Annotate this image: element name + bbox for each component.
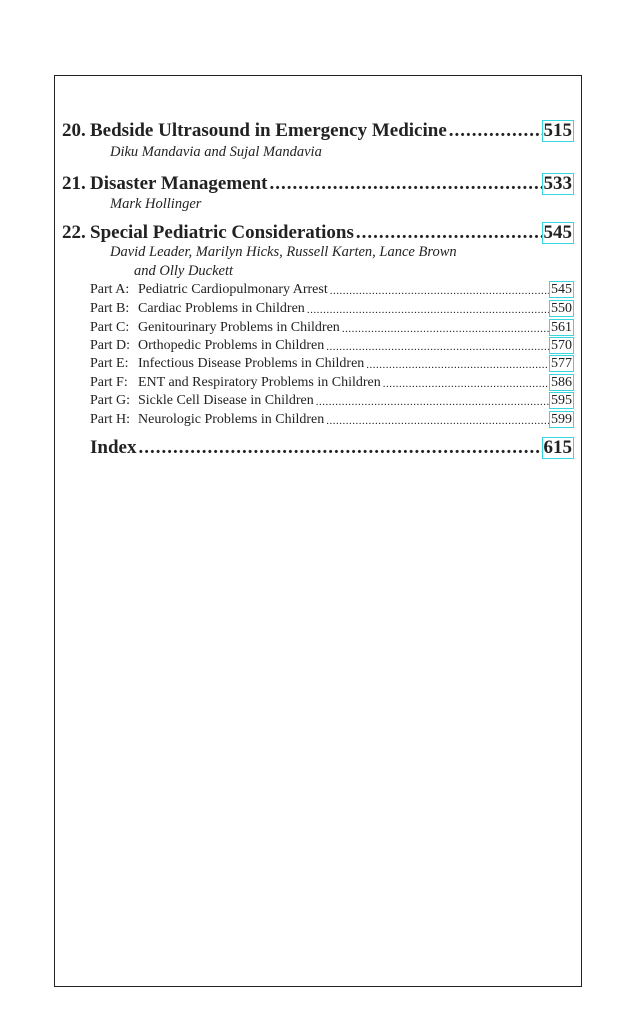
dot-leader: [340, 322, 549, 336]
part-label: Part F:: [90, 375, 128, 390]
page-number[interactable]: 599: [551, 412, 572, 427]
dot-leader: [314, 395, 549, 409]
chapter-authors: Mark Hollinger: [110, 196, 202, 212]
part-label: Part H:: [90, 412, 131, 427]
chapter-title: Bedside Ultrasound in Emergency Medicine: [90, 120, 447, 141]
dot-leader: [447, 120, 542, 142]
dot-leader: [328, 284, 549, 298]
part-label: Part C:: [90, 320, 130, 335]
part-title: Neurologic Problems in Children: [138, 412, 325, 427]
chapter-authors-continued: and Olly Duckett: [134, 263, 234, 279]
dot-leader: [136, 437, 541, 459]
dot-leader: [324, 340, 549, 354]
dot-leader: [364, 358, 549, 372]
dot-leader: [354, 222, 542, 244]
page-number[interactable]: 515: [543, 120, 572, 141]
page-number[interactable]: 577: [551, 356, 572, 371]
part-title: Pediatric Cardiopulmonary Arrest: [138, 282, 328, 297]
toc-entry-index[interactable]: [90, 433, 574, 459]
part-title: Orthopedic Problems in Children: [138, 338, 325, 353]
chapter-title: Special Pediatric Considerations: [90, 222, 354, 243]
toc-entry-part-g[interactable]: [90, 391, 574, 409]
chapter-title: Disaster Management: [90, 173, 268, 194]
toc-entry-chapter-21[interactable]: [62, 169, 574, 195]
page-number[interactable]: 545: [551, 282, 572, 297]
part-label: Part B:: [90, 301, 130, 316]
part-label: Part E:: [90, 356, 129, 371]
toc-entry-part-f[interactable]: [90, 373, 574, 391]
toc-entry-part-a[interactable]: [90, 280, 574, 298]
toc-entry-chapter-22[interactable]: [62, 218, 574, 244]
part-title: Infectious Disease Problems in Children: [138, 356, 365, 371]
page-number[interactable]: 545: [543, 222, 572, 243]
part-title: Sickle Cell Disease in Children: [138, 393, 314, 408]
dot-leader: [267, 173, 541, 195]
page-number[interactable]: 561: [551, 320, 572, 335]
dot-leader: [324, 414, 549, 428]
chapter-number: 21.: [62, 173, 86, 194]
dot-leader: [381, 377, 549, 391]
toc-entry-part-c[interactable]: [90, 318, 574, 336]
toc-entry-part-d[interactable]: [90, 336, 574, 354]
part-title: ENT and Respiratory Problems in Children: [138, 375, 381, 390]
chapter-number: 20.: [62, 120, 86, 141]
page-number[interactable]: 550: [551, 301, 572, 316]
toc-entry-part-e[interactable]: [90, 354, 574, 372]
part-label: Part D:: [90, 338, 131, 353]
part-label: Part A:: [90, 282, 130, 297]
dot-leader: [305, 303, 549, 317]
chapter-number: 22.: [62, 222, 86, 243]
part-label: Part G:: [90, 393, 131, 408]
index-title: Index: [90, 437, 137, 458]
page-number[interactable]: 533: [543, 173, 572, 194]
part-title: Genitourinary Problems in Children: [138, 320, 340, 335]
page-number[interactable]: 586: [551, 375, 572, 390]
toc-entry-part-h[interactable]: [90, 410, 574, 428]
part-title: Cardiac Problems in Children: [138, 301, 305, 316]
toc-entry-chapter-20[interactable]: [62, 116, 574, 142]
page-number[interactable]: 570: [551, 338, 572, 353]
chapter-authors: David Leader, Marilyn Hicks, Russell Karten, Lance Brown: [110, 244, 457, 260]
toc-entry-part-b[interactable]: [90, 299, 574, 317]
page-number[interactable]: 595: [551, 393, 572, 408]
chapter-authors: Diku Mandavia and Sujal Mandavia: [110, 144, 322, 160]
page-number[interactable]: 615: [543, 437, 572, 458]
